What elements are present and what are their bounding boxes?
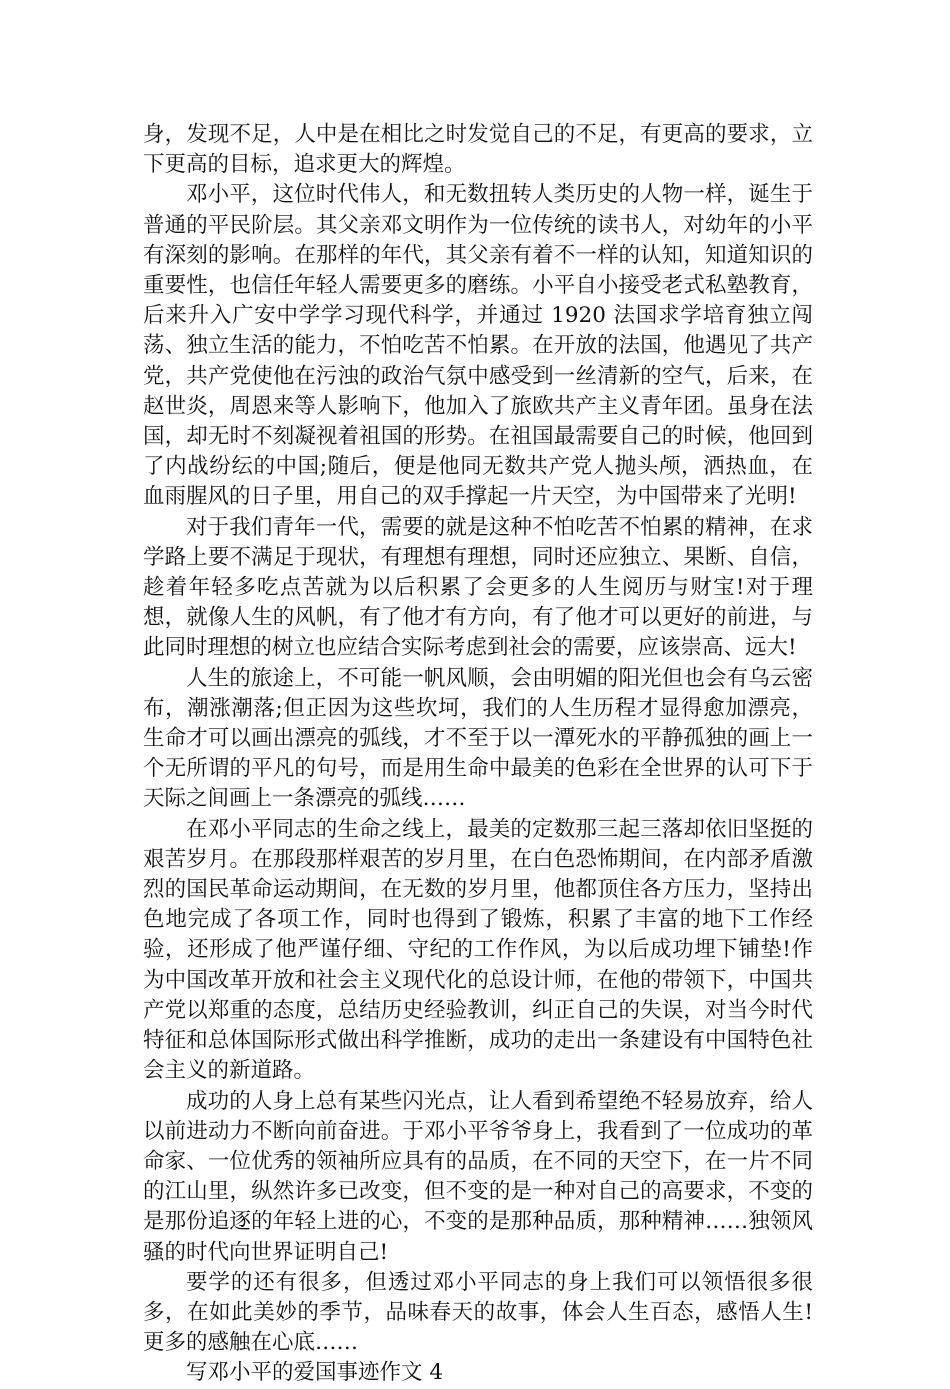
paragraph-4: 人生的旅途上，不可能一帆风顺，会由明媚的阳光但也会有乌云密布，潮涨潮落;但正因为这些坎坷，我们的人生历程才显得愈加漂亮，生命才可以画出漂亮的弧线，才不至于以一潭死水的平静孤独的画上一个无所谓的平凡的句号，而是用生命中最美的色彩在全世界的认可下于天际之间画上一条漂亮的弧线…… <box>143 665 813 812</box>
paragraph-5: 在邓小平同志的生命之线上，最美的定数那三起三落却依旧坚挺的艰苦岁月。在那段那样艰苦的岁月里，在白色恐怖期间，在内部矛盾激烈的国民革命运动期间，在无数的岁月里，他都顶住各方压力，坚持出色地完成了各项工作，同时也得到了锻炼，积累了丰富的地下工作经验，还形成了他严谨仔细、守纪的工作作风，为以后成功埋下铺垫!作为中国改革开放和社会主义现代化的总设计师，在他的带领下，中国共产党以郑重的态度，总结历史经验教训，纠正自己的失误，对当今时代特征和总体国际形式做出科学推断，成功的走出一条建设有中国特色社会主义的新道路。 <box>143 816 813 1084</box>
paragraph-7: 要学的还有很多，但透过邓小平同志的身上我们可以领悟很多很多，在如此美妙的季节，品味春天的故事，体会人生百态，感悟人生!更多的感触在心底…… <box>143 1269 813 1356</box>
paragraph-3: 对于我们青年一代，需要的就是这种不怕吃苦不怕累的精神，在求学路上要不满足于现状，有理想有理想，同时还应独立、果断、自信，趁着年轻多吃点苦就为以后积累了会更多的人生阅历与财宝!对于理想，就像人生的风帆，有了他才有方向，有了他才可以更好的前进，与此同时理想的树立也应结合实际考虑到社会的需要，应该崇高、远大! <box>143 514 813 661</box>
paragraph-1: 身，发现不足，人中是在相比之时发觉自己的不足，有更高的要求，立下更高的目标，追求更大的辉煌。 <box>143 122 813 178</box>
paragraph-6: 成功的人身上总有某些闪光点，让人看到希望绝不轻易放弃，给人以前进动力不断向前奋进。于邓小平爷爷身上，我看到了一位成功的革命家、一位优秀的领袖所应具有的品质，在不同的天空下，在一片不同的江山里，纵然许多已改变，但不变的是一种对自己的高要求，不变的是那份追逐的年轻上进的心，不变的是那种品质，那种精神……独领风骚的时代向世界证明自己! <box>143 1088 813 1265</box>
document-page <box>143 120 813 1389</box>
paragraph-2: 邓小平，这位时代伟人，和无数扭转人类历史的人物一样，诞生于普通的平民阶层。其父亲邓文明作为一位传统的读书人，对幼年的小平有深刻的影响。在那样的年代，其父亲有着不一样的认知，知道知识的重要性，也信任年轻人需要更多的磨练。小平自小接受老式私塾教育，后来升入广安中学学习现代科学，并通过 1920 法国求学培育独立闯荡、独立生活的能力，不怕吃苦不怕累。在开放的法国，他遇见了共产党，共产党使他在污浊的政治气氛中感受到一丝清新的空气，后来，在赵世炎，周恩来等人影响下，他加入了旅欧共产主义青年团。虽身在法国，却无时不刻凝视着祖国的形势。在祖国最需要自己的时候，他回到了内战纷纭的中国;随后，便是他同无数共产党人抛头颅，洒热血，在血雨腥风的日子里，用自己的双手撑起一片天空，为中国带来了光明! <box>143 182 813 510</box>
section-heading: 写邓小平的爱国事迹作文 4 <box>186 1360 444 1386</box>
